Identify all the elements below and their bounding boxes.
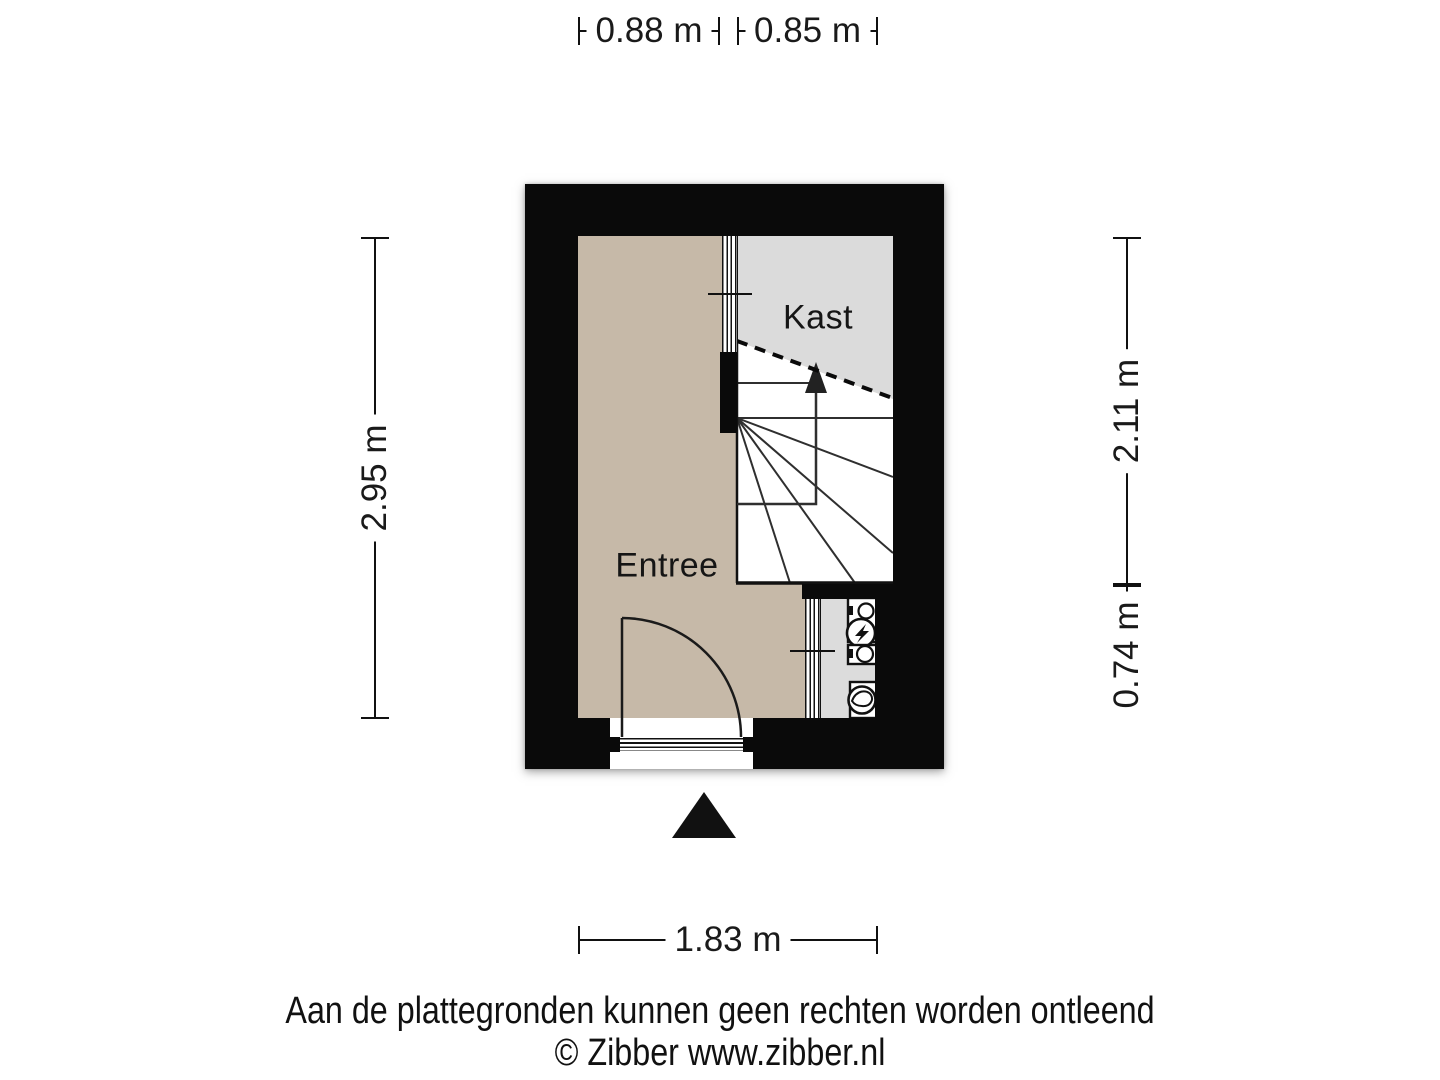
door-swing-arc — [622, 618, 741, 737]
wall-bottom-right — [753, 718, 944, 769]
dimension-tick — [361, 717, 389, 719]
dimension-label: 0.88 m — [587, 11, 712, 51]
room-label-kast: Kast — [782, 298, 854, 337]
dimension-label: 0.85 m — [745, 11, 870, 51]
kast-door-tick — [708, 293, 752, 295]
wall-bottom-left — [525, 718, 610, 769]
entry-door-post-right — [743, 737, 753, 752]
toilet-door — [805, 598, 821, 718]
wall-under-stairs — [802, 584, 944, 599]
toilet-door-tick — [790, 650, 835, 652]
wall-left — [525, 184, 578, 769]
dimension-tick — [361, 237, 389, 239]
dimension-tick — [578, 17, 580, 45]
dimension-right-lower — [1107, 585, 1146, 718]
dimension-top-left — [578, 11, 720, 50]
dimension-label: 2.11 m — [1107, 349, 1147, 473]
entry-door-post-left — [610, 737, 620, 752]
entry-door-threshold — [620, 738, 743, 751]
dimension-tick — [1113, 585, 1141, 587]
footer-credit: © Zibber www.zibber.nl — [554, 1032, 886, 1074]
entrance-arrow-icon — [672, 792, 736, 838]
dimension-label: 0.74 m — [1107, 592, 1147, 719]
wall-top — [525, 184, 944, 236]
dimension-top-right — [737, 11, 878, 50]
floorplan-canvas — [525, 184, 944, 769]
dimension-tick — [876, 17, 878, 45]
toilet-icon — [849, 682, 878, 718]
dimension-left — [355, 237, 394, 719]
dimension-tick — [737, 17, 739, 45]
dimension-right-upper — [1107, 237, 1146, 585]
room-label-entree: Entree — [615, 546, 719, 585]
dimension-label: 2.95 m — [355, 415, 395, 542]
dimension-tick — [578, 926, 580, 954]
dimension-tick — [718, 17, 720, 45]
wall-toilet-right — [875, 598, 944, 718]
wall-divider-segment — [720, 352, 737, 433]
boiler-icon — [847, 598, 877, 647]
dimension-bottom — [578, 920, 878, 959]
footer-disclaimer: Aan de plattegronden kunnen geen rechten worden ontleend — [285, 990, 1155, 1032]
sink-icon — [847, 645, 877, 664]
dimension-tick — [1113, 237, 1141, 239]
dimension-label: 1.83 m — [666, 920, 791, 960]
dimension-tick — [876, 926, 878, 954]
